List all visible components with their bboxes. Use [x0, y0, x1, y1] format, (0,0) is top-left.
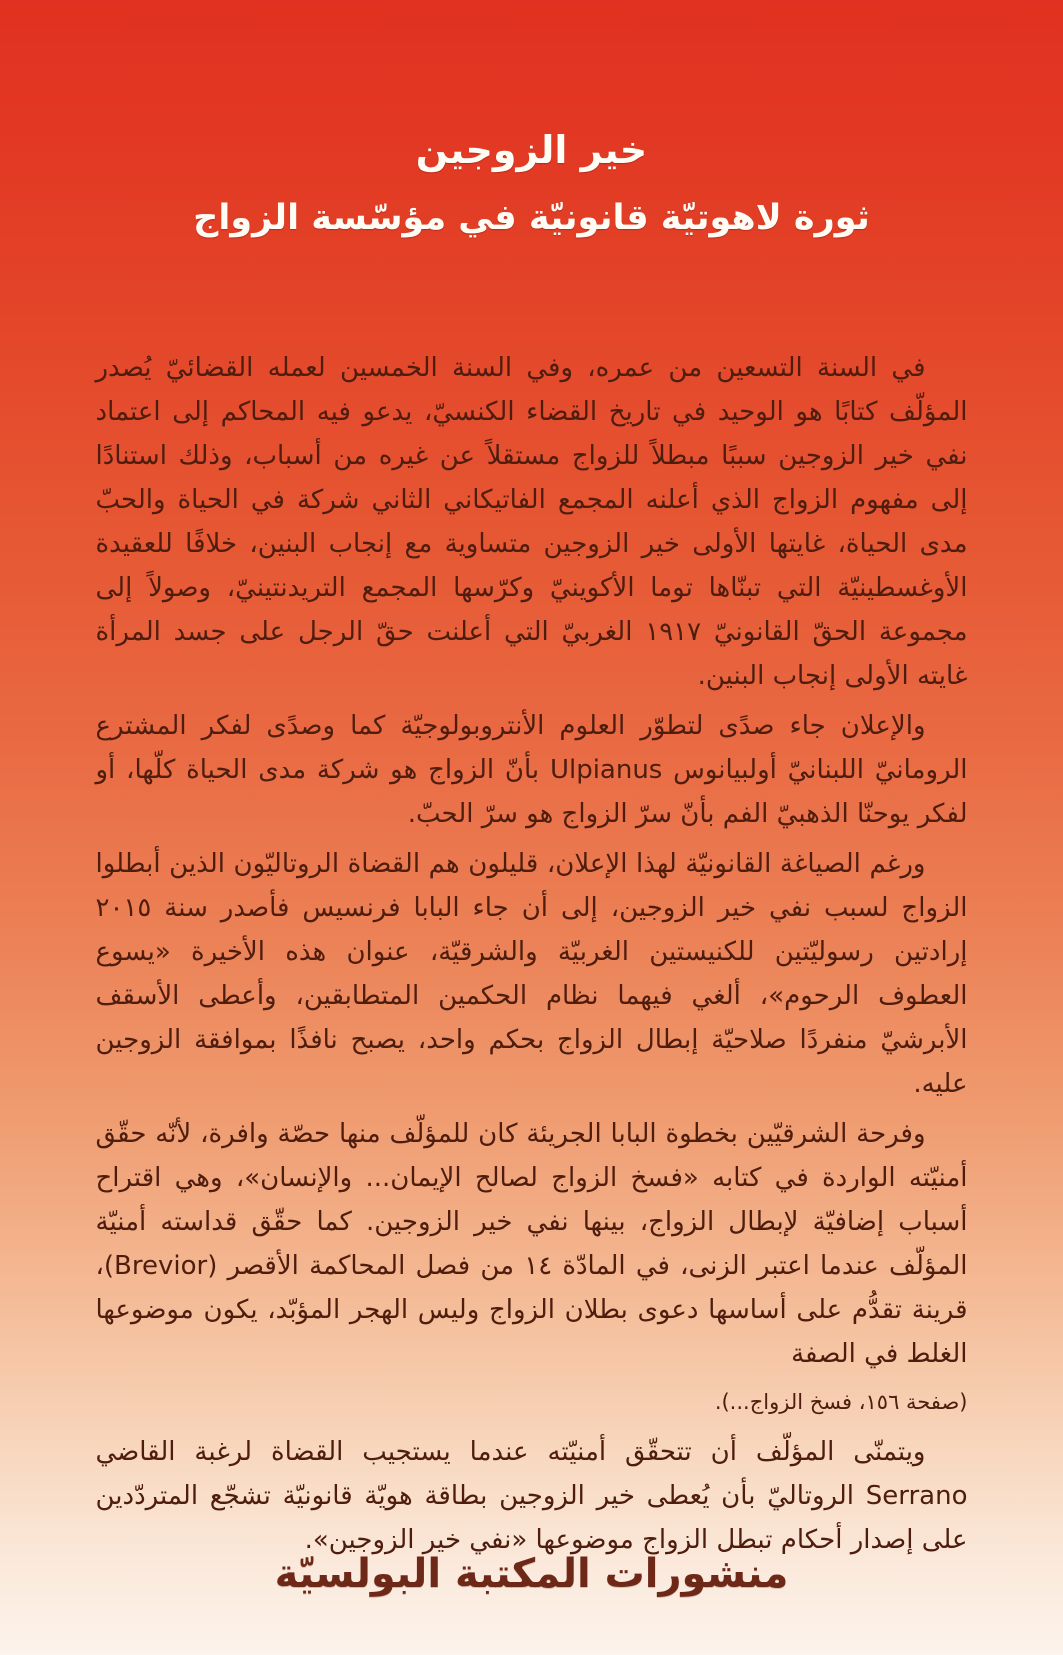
paragraph-author-wish-serrano: ويتمنّى المؤلّف أن تتحقّق أمنيّته عندما يستجيب القضاة لرغبة القاضي Serrano الروتاليّ بأن يُعطى خير الزوجين بطاقة هويّة قانونيّة تشجّع المتردّدين على إصدار أحكام تبطل الزواج موضوعها «نفي خير الزوجين». — [95, 1437, 968, 1555]
title-block — [0, 0, 1063, 238]
book-title: خير الزوجين — [415, 128, 648, 172]
page-reference-note: (صفحة ١٥٦، فسخ الزواج...). — [714, 1390, 968, 1414]
book-subtitle: ثورة لاهوتيّة قانونيّة في مؤسّسة الزواج — [193, 198, 870, 238]
paragraph-author-book-intro: في السنة التسعين من عمره، وفي السنة الخمسين لعمله القضائيّ يُصدر المؤلّف كتابًا هو الوحيد في تاريخ القضاء الكنسيّ، يدعو فيه المحاكم إلى اعتماد نفي خير الزوجين سببًا مبطلاً للزواج مستقلاً عن غيره من أسباب، وذلك استنادًا إلى مفهوم الزواج الذي أعلنه المجمع الفاتيكاني الثاني شركة في الحياة والحبّ مدى الحياة، غايتها الأولى خير الزوجين متساوية مع إنجاب البنين، خلافًا للعقيدة الأوغسطينيّة التي تبنّاها توما الأكوينيّ وكرّسها المجمع التريدنتينيّ، وصولاً إلى مجموعة الحقّ القانونيّ ١٩١٧ الغربيّ التي أعلنت حقّ الرجل على جسد المرأة غايته الأولى إنجاب البنين. — [95, 353, 968, 691]
paragraph-rotal-judges-pope-francis: ورغم الصياغة القانونيّة لهذا الإعلان، قليلون هم القضاة الروتاليّون الذين أبطلوا الزواج لسبب نفي خير الزوجين، إلى أن جاء البابا فرنسيس فأصدر سنة ٢٠١٥ إرادتين رسوليّتين للكنيستين الغربيّة والشرقيّة، عنوان هذه الأخيرة «يسوع العطوف الرحوم»، ألغي فيهما نظام الحكمين المتطابقين، وأعطى الأسقف الأبرشيّ منفردًا صلاحيّة إبطال الزواج بحكم واحد، يصبح نافذًا بموافقة الزوجين عليه. — [95, 849, 968, 1099]
publisher-imprint: منشورات المكتبة البولسيّة — [274, 1551, 789, 1597]
paragraph-eastern-joy-brevior: وفرحة الشرقيّين بخطوة البابا الجريئة كان للمؤلّف منها حصّة وافرة، لأنّه حقّق أمنيّته الواردة في كتابه «فسخ الزواج لصالح الإيمان... والإنسان»، وهي اقتراح أسباب إضافيّة لإبطال الزواج، بينها نفي خير الزوجين. كما حقّق قداسته أمنيّة المؤلّف عندما اعتبر الزنى، في المادّة ١٤ من فصل المحاكمة الأقصر (Brevior)، قرينة تقدُّم على أساسها دعوى بطلان الزواج وليس الهجر المؤبّد، يكون موضوعها الغلط في الصفة — [95, 1119, 968, 1369]
paragraph-declaration-anthropology: والإعلان جاء صدًى لتطوّر العلوم الأنتروبولوجيّة كما وصدًى لفكر المشترع الرومانيّ اللبنانيّ أولبيانوس Ulpianus بأنّ الزواج هو شركة مدى الحياة كلّها، أو لفكر يوحنّا الذهبيّ الفم بأنّ سرّ الزواج هو سرّ الحبّ. — [95, 711, 968, 829]
synopsis-text — [96, 346, 968, 1562]
